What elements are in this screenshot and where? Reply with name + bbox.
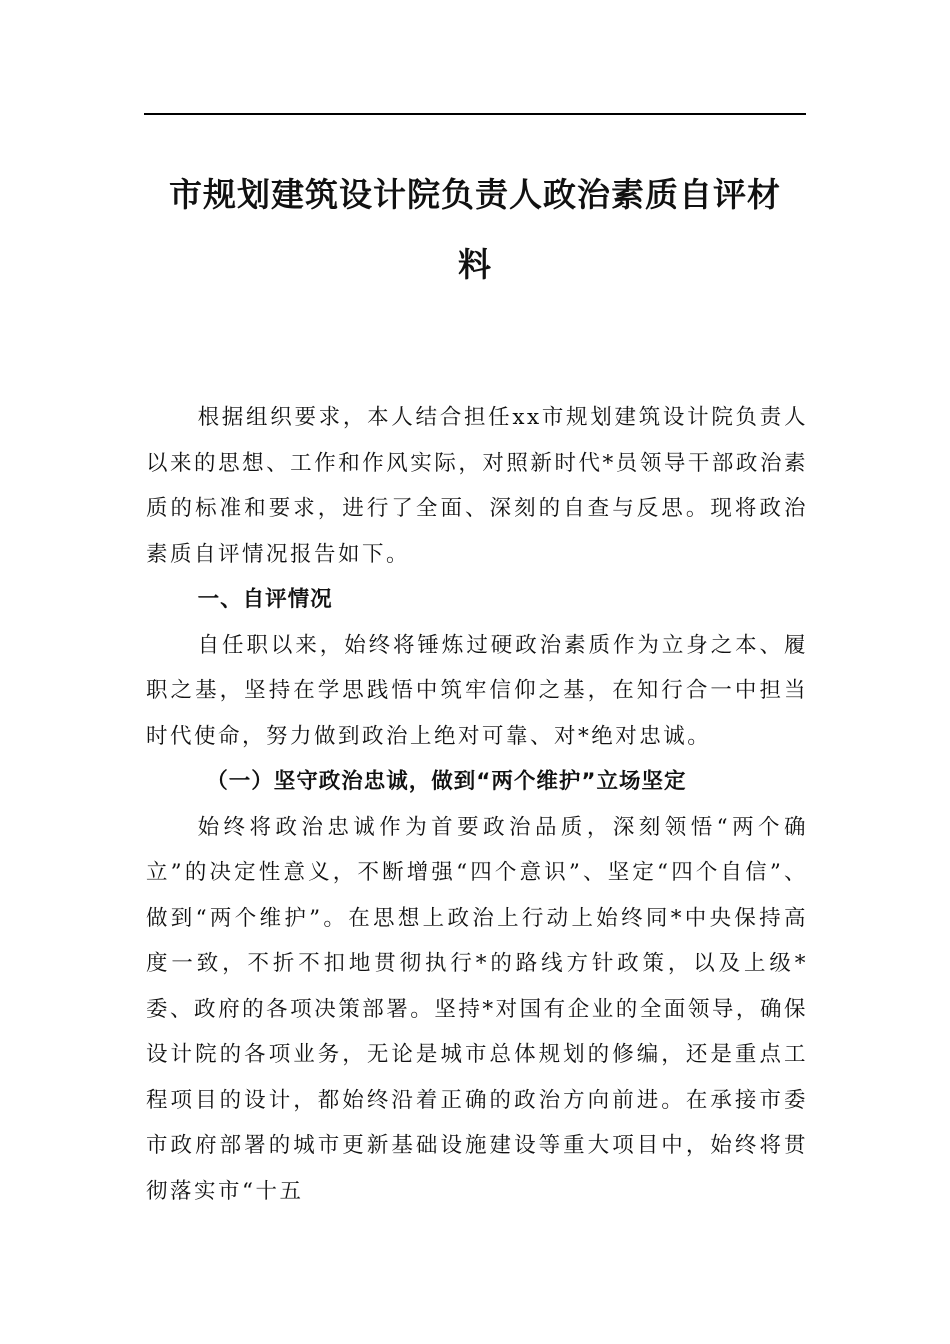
title-line-1: 市规划建筑设计院负责人政治素质自评材 [169, 175, 781, 214]
section-paragraph: 自任职以来，始终将锤炼过硬政治素质作为立身之本、履职之基，坚持在学思践悟中筑牢信仰之基，在知行合一中担当时代使命，努力做到政治上绝对可靠、对*绝对忠诚。 [146, 632, 808, 749]
header-rule [144, 113, 806, 115]
document-title [144, 160, 806, 300]
subsection-heading: （一）坚守政治忠诚，做到“两个维护”立场坚定 [206, 769, 687, 794]
subsection-paragraph: 始终将政治忠诚作为首要政治品质，深刻领悟“两个确立”的决定性意义，不断增强“四个意识”、坚定“四个自信”、做到“两个维护”。在思想上政治上行动上始终同*中央保持高度一致，不折不扣地贯彻执行*的路线方针政策，以及上级*委、政府的各项决策部署。坚持*对国有企业的全面领导，确保设计院的各项业务，无论是城市总体规划的修编，还是重点工程项目的设计，都始终沿着正确的政治方向前进。在承接市委市政府部署的城市更新基础设施建设等重大项目中，始终将贯彻落实市“十五 [146, 814, 808, 1204]
section-heading: 一、自评情况 [197, 587, 333, 612]
document-body [146, 395, 808, 1214]
title-line-2: 料 [458, 245, 492, 284]
intro-paragraph: 根据组织要求，本人结合担任xx市规划建筑设计院负责人以来的思想、工作和作风实际，对照新时代*员领导干部政治素质的标准和要求，进行了全面、深刻的自查与反思。现将政治素质自评情况报告如下。 [146, 405, 808, 567]
